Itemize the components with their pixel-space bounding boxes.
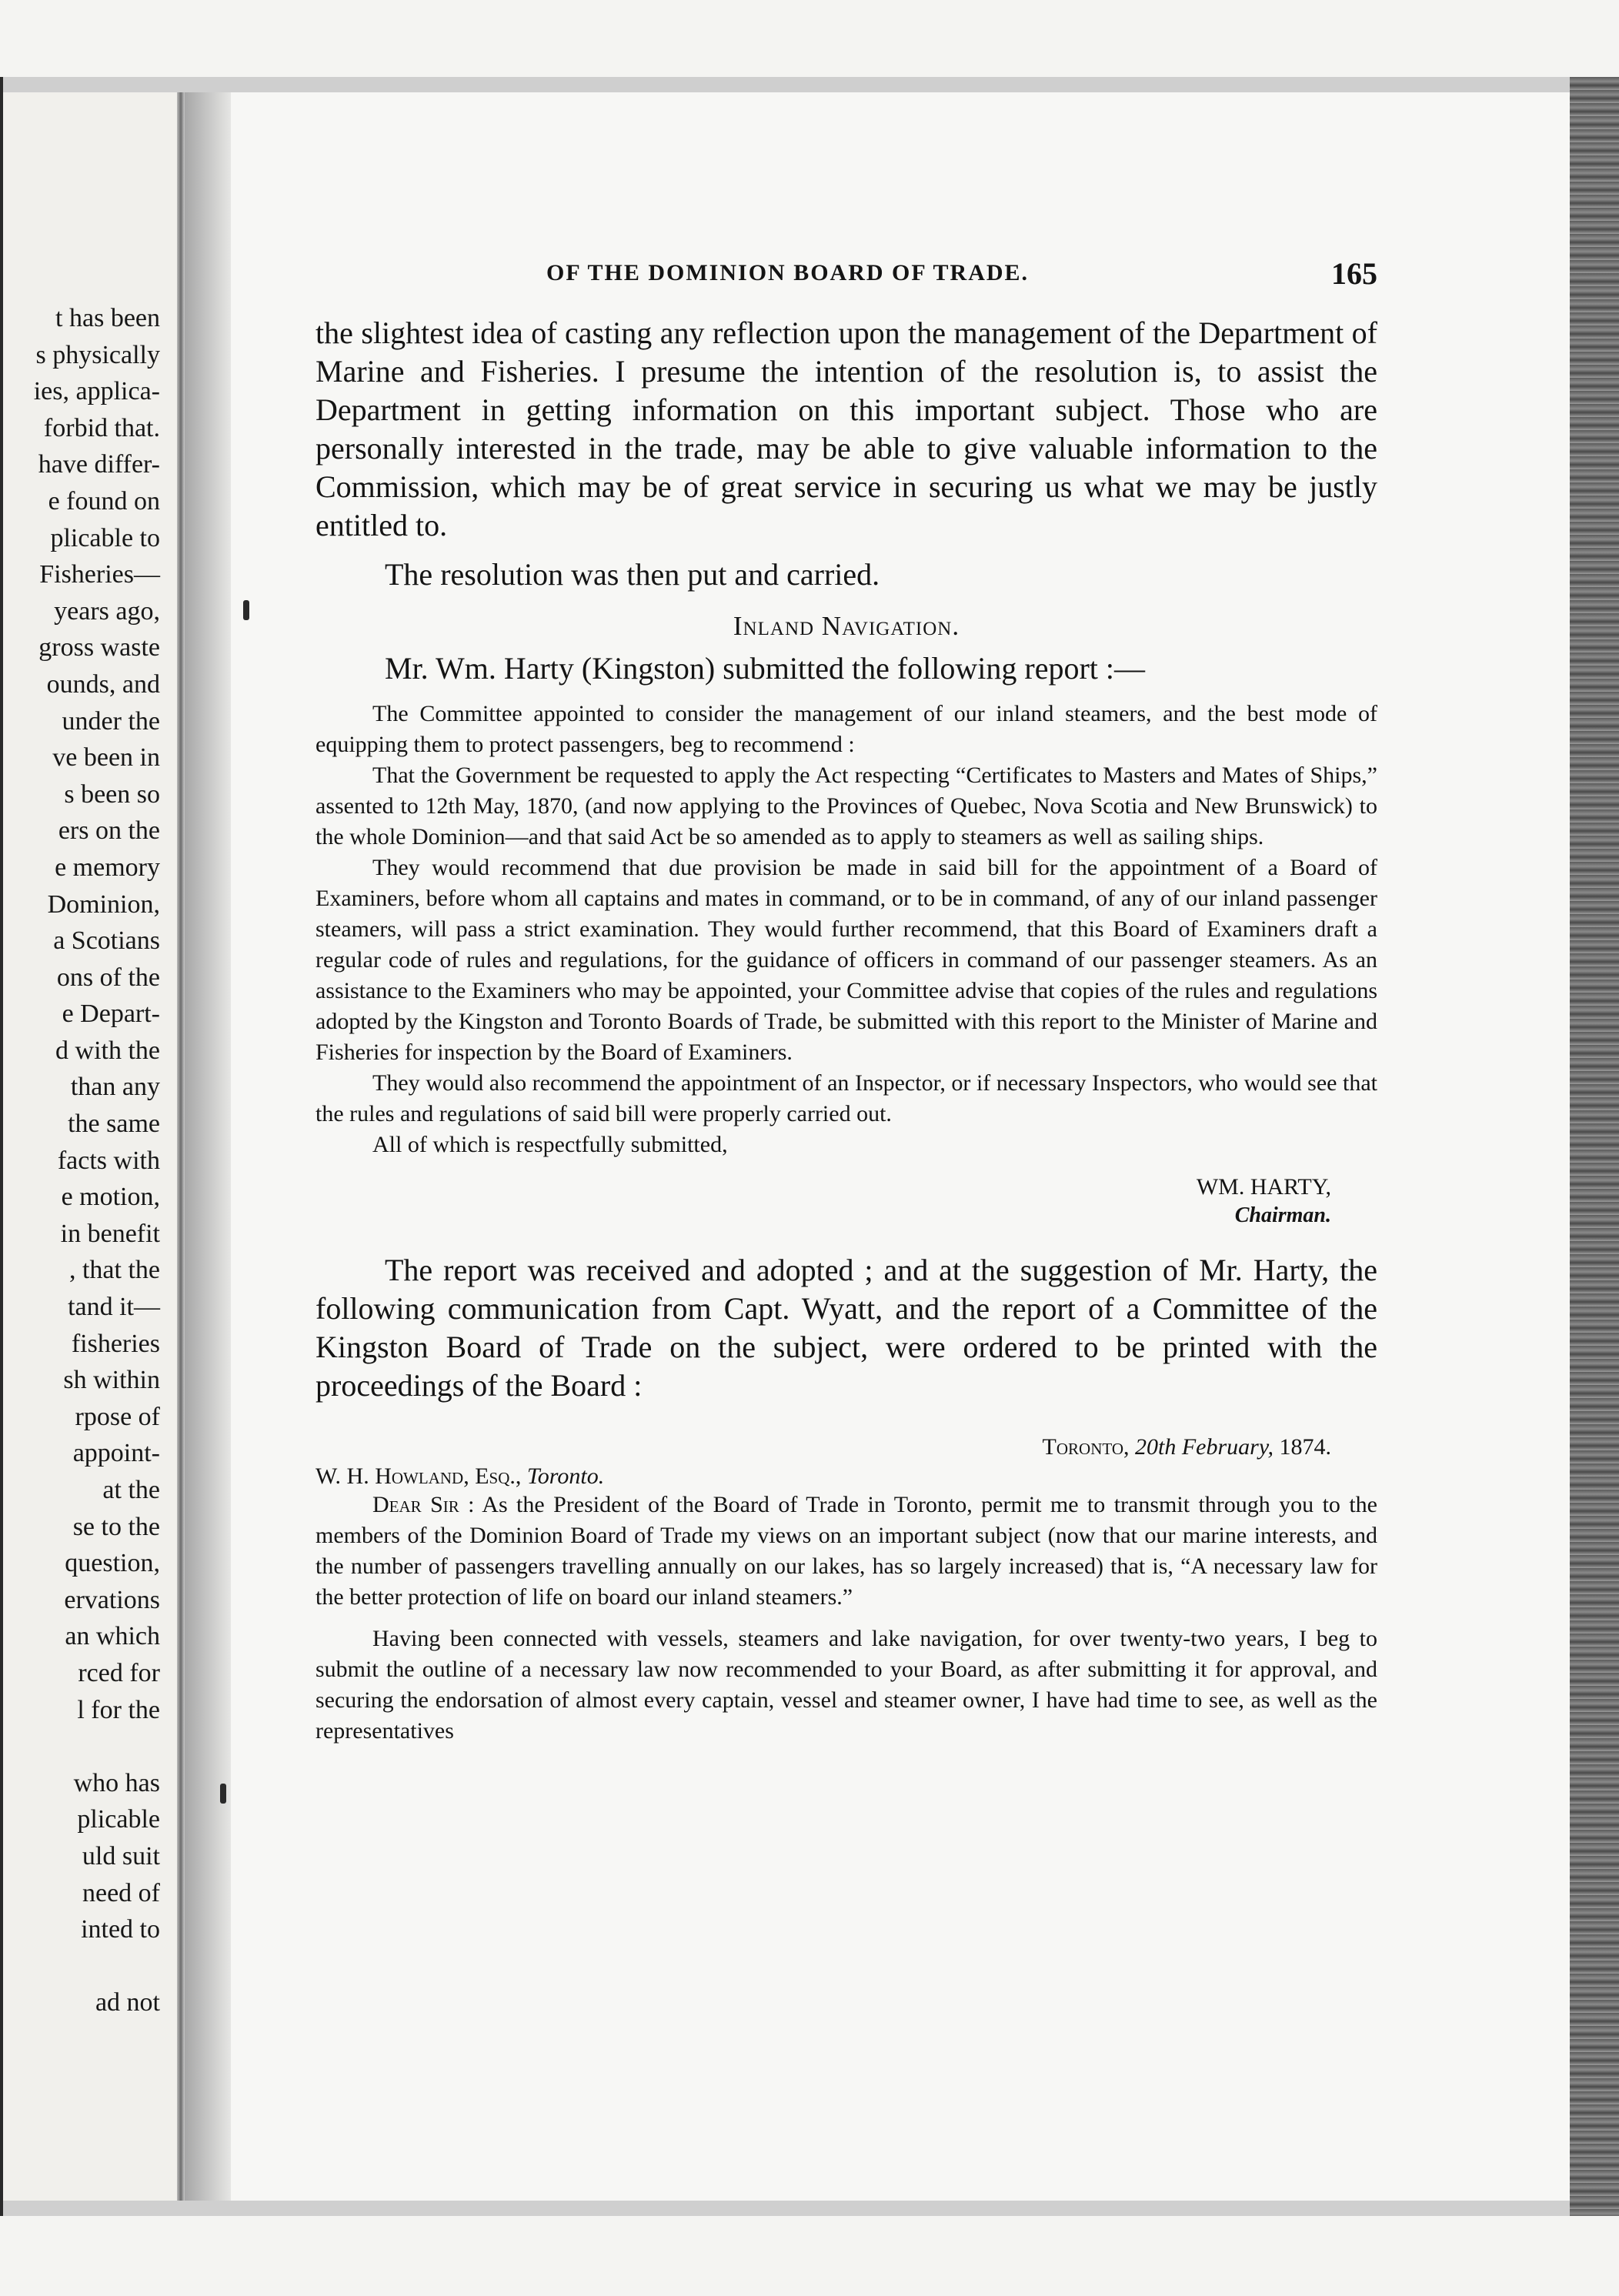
left-page-fragment: ad not [95,1988,160,2017]
report-paragraph: They would also recommend the appointment of an Inspector, or if necessary Inspectors, who would see that the rules and regulations of said bill were properly carried out. [315,1070,1377,1126]
left-page-fragment: plicable [77,1805,160,1834]
left-page-fragment: under the [62,706,160,736]
signature-name: WM. HARTY, [1196,1174,1331,1200]
left-page-fragment: ve been in [52,743,160,773]
page-edge-stack [1570,77,1619,2216]
left-page-fragment: than any [70,1073,160,1102]
left-page-text-fragments [3,300,160,2021]
salutation: Dear Sir : [372,1492,475,1517]
margin-mark [243,600,249,620]
left-page-fragment: t has been [55,304,160,332]
left-page-fragment: ervations [64,1585,160,1614]
paragraph: The resolution was then put and carried. [385,557,880,592]
left-page-fragment: e motion, [61,1183,160,1212]
left-page-fragment: sh within [63,1366,160,1395]
margin-mark [220,1784,226,1804]
left-page-fragment: ies, applica- [33,377,160,406]
gutter-shadow [185,92,231,2201]
running-title: OF THE DOMINION BOARD OF TRADE. [546,260,1030,285]
letter-paragraph [315,1490,1377,1613]
report-paragraph: They would recommend that due provision be made in said bill for the appointment of a Board of Examiners, before whom all captains and mates in command, or to be in command, of any of our inland passenger steamers, will pass a strict examination. They would further recommend, that this Board of Examiners draft a regular code of rules and regulations, for the guidance of officers in command of our passenger steamers. As an assistance to the Examiners who may be appointed, your Committee advise that copies of the rules and regulations adopted by the Kingston and Toronto Boards of Trade, be submitted with this report to the Minister of Marine and Fisheries for inspection by the Board of Examiners. [315,855,1377,1065]
left-page-fragment: facts with [57,1146,160,1175]
left-page-fragment: s physically [35,340,160,369]
left-page-fragment: question, [65,1549,160,1578]
dateline-place: Toronto, [1042,1434,1130,1460]
left-page-fragment: Fisheries— [39,560,160,589]
left-page-fragment: an which [65,1622,160,1651]
left-page-fragment: , that the [68,1256,160,1285]
left-page-fragment [3,1728,160,1765]
left-page-fragment: ers on the [58,816,160,846]
left-page-fragment: inted to [81,1915,160,1944]
left-page-fragment: a Scotians [53,926,160,956]
left-page-fragment: s been so [64,779,160,809]
left-page-fragment: years ago, [54,596,160,626]
left-page-fragment [3,1948,160,1985]
left-page-fragment: who has [73,1768,160,1797]
left-page-fragment: rced for [78,1658,160,1687]
section-heading: Inland Navigation. [733,611,960,641]
scan-frame-bottom [0,2216,1619,2296]
left-page-fragment: the same [68,1110,160,1139]
left-page-fragment: forbid that. [43,413,160,442]
left-page-fragment: tand it— [68,1293,160,1322]
report-paragraph: The Committee appointed to consider the management of our inland steamers, and the best mode of equipping them to protect passengers, beg to recommend : [315,701,1377,757]
left-page-fragment: l for the [77,1695,160,1724]
paragraph: The report was received and adopted ; and at the suggestion of Mr. Harty, the following communication from Capt. Wyatt, and the report of a Committee of the Kingston Board of Trade on the subject, were ordered to be printed with the proceedings of the Board : [315,1253,1377,1403]
left-page-fragment: at the [102,1476,160,1504]
addressee-place: Toronto. [526,1463,605,1489]
letter-paragraph: Having been connected with vessels, steamers and lake navigation, for over twenty-two years, I beg to submit the outline of a necessary law now recommended to your Board, as after submitting it for approval, and securing the endorsation of almost every captain, vessel and steamer owner, I have had time to see, as well as the representatives [315,1626,1377,1744]
paragraph: Mr. Wm. Harty (Kingston) submitted the following report :— [385,651,1146,686]
main-text [315,314,1377,1747]
left-page-fragment: in benefit [60,1219,160,1248]
paragraph: the slightest idea of casting any reflection upon the management of the Department of Marine and Fisheries. I presume the intention of the resolution is, to assist the Department in getting information on this important subject. Those who are personally interested in the trade, may be able to give valuable information to the Commission, which may be of great service in securing us what we may be justly entitled to. [315,315,1377,542]
left-page-fragment: gross waste [38,633,160,662]
left-page-fragment: Dominion, [47,889,160,919]
left-page-fragment: appoint- [72,1439,160,1468]
left-page-fragment: plicable to [50,523,160,552]
left-page-fragment: se to the [72,1512,160,1541]
left-page-fragment: need of [82,1878,160,1907]
left-page-fragment: have differ- [38,450,160,479]
addressee [315,1463,1377,1490]
addressee-name: W. H. Howland, Esq., [315,1463,522,1489]
dateline-year: 1874. [1279,1434,1331,1460]
page-number: 165 [1331,256,1377,291]
letter-text: As the President of the Board of Trade in Toronto, permit me to transmit through you to the members of the Dominion Board of Trade my views on an important subject (now that our marine interests, and the number of passengers travelling annually on our lakes, has so largely increased) that is, “A necessary law for the better protection of life on board our inland steamers.” [315,1492,1377,1610]
book-gutter [177,92,185,2201]
left-page-fragment: ounds, and [46,669,160,699]
left-page-fragment: fisheries [71,1329,160,1358]
left-page-fragment: e memory [55,853,160,882]
scan-frame-top [0,0,1619,77]
left-page-fragment: e Depart- [62,999,160,1029]
report-paragraph: That the Government be requested to apply the Act respecting “Certificates to Masters and Mates of Ships,” assented to 12th May, 1870, (and now applying to the Provinces of Quebec, Nova Scotia and New Brunswick) to the whole Dominion—and that said Act be so amended as to apply to steamers as well as sailing ships. [315,763,1377,849]
left-page-fragment: rpose of [75,1402,160,1431]
report-paragraph: All of which is respectfully submitted, [372,1132,728,1157]
left-page-fragment: ons of the [56,963,160,992]
signature-title: Chairman. [1234,1203,1331,1227]
dateline [315,1434,1331,1460]
running-head [315,256,1377,299]
left-page-fragment: d with the [55,1036,160,1065]
left-page-fragment: uld suit [82,1841,160,1871]
dateline-date: 20th February, [1135,1434,1274,1460]
left-page-fragment: e found on [48,486,160,516]
